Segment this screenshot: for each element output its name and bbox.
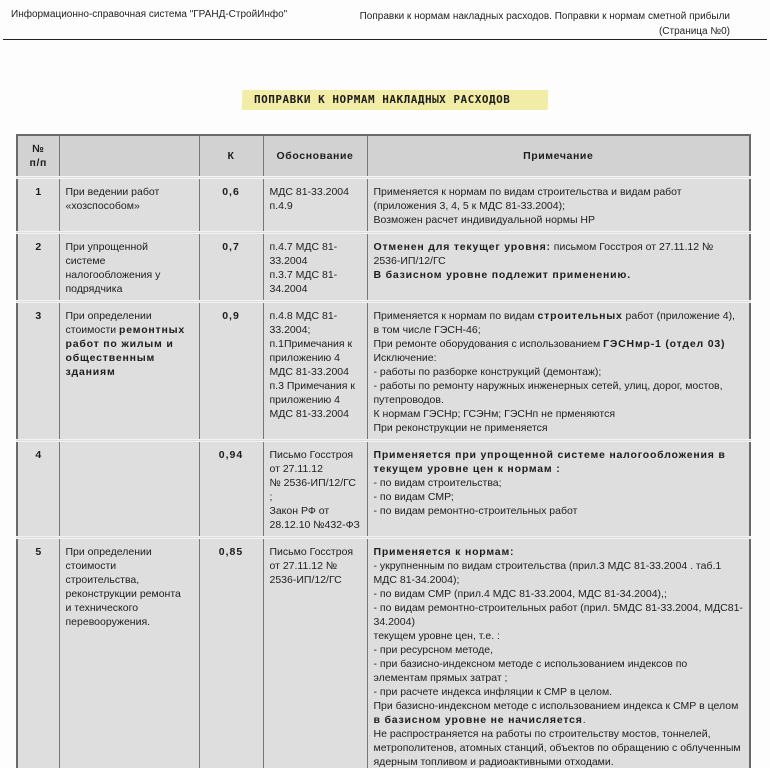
row-note: Применяется к нормам по видам строительства и видам работ (приложения 3, 4, 5 к МДС 81-33.2004); Возможен расчет индивидуальной нормы НР — [367, 177, 750, 232]
row-description: При упрощенной системе налогообложения у подрядчика — [59, 232, 199, 301]
row-coefficient: 0,7 — [199, 232, 263, 301]
col-header-k: К — [199, 135, 263, 177]
norms-table — [16, 134, 751, 768]
row-description — [59, 440, 199, 537]
col-header-note: Примечание — [367, 135, 750, 177]
row-basis: МДС 81-33.2004 п.4.9 — [263, 177, 367, 232]
table-row — [17, 177, 750, 232]
system-name: Информационно-справочная система "ГРАНД-СтройИнфо" — [11, 9, 288, 20]
row-number: 5 — [17, 537, 59, 768]
row-coefficient: 0,94 — [199, 440, 263, 537]
row-note: Отменен для текущег уровня: письмом Госстроя от 27.11.12 № 2536-ИП/12/ГС В базисном уровне подлежит применению. — [367, 232, 750, 301]
page-number: (Страница №0) — [658, 26, 730, 37]
row-note: Применяется к нормам по видам строительных работ (приложение 4), в том числе ГЭСН-46; При ремонте оборудования с использованием ГЭСНмр-1 (отдел 03) Исключение: - работы по разборке конструкций (демонтаж); - работы по ремонту наружных инженерных сетей, улиц, дорог, мостов, путепроводов. К нормам ГЭСНр; ГСЭНм; ГЭСНп не прменяются При реконструкции не применяется — [367, 301, 750, 440]
header-doc-title: Поправки к нормам накладных расходов. Поправки к нормам сметной прибыли — [359, 11, 730, 22]
document-title-header — [360, 9, 730, 39]
row-description: При определении стоимости ремонтных работ по жилым и общественным зданиям — [59, 301, 199, 440]
col-header-basis: Обоснование — [263, 135, 367, 177]
page-title: ПОПРАВКИ К НОРМАМ НАКЛАДНЫХ РАСХОДОВ — [254, 93, 511, 106]
table-row — [17, 301, 750, 440]
row-basis: Письмо Госстроя от 27.11.12 № 2536-ИП/12/ГС ; Закон РФ от 28.12.10 №432-ФЗ — [263, 440, 367, 537]
row-note: Применяется к нормам: - укрупненным по видам строительства (прил.3 МДС 81-33.2004 . таб.1 МДС 81-34.2004); - по видам СМР (прил.4 МДС 81-33.2004, МДС 81-34.2004),; - по видам ремонтно-строительных работ (прил. 5МДС 81-33.2004, МДС81-34.2004) текущем уровне цен, т.е. : - при ресурсном методе, - при базисно-индексном методе с использованием индексов по элементам прямых затрат ; - при расчете индекса инфляции к СМР в целом. При базисно-индексном методе с использованием индекса к СМР в целом в базисном уровне не начисляется. Не распространяется на работы по строительству мостов, тоннелей, метрополитенов, атомных станций, объектов по обращению с облученным ядерным топливом и радиоактивными отходами. — [367, 537, 750, 768]
row-basis: Письмо Госстроя от 27.11.12 № 2536-ИП/12/ГС — [263, 537, 367, 768]
row-coefficient: 0,6 — [199, 177, 263, 232]
row-description: При ведении работ «хозспособом» — [59, 177, 199, 232]
row-number: 4 — [17, 440, 59, 537]
row-number: 3 — [17, 301, 59, 440]
row-coefficient: 0,85 — [199, 537, 263, 768]
table-row — [17, 537, 750, 768]
table-header-row — [17, 135, 750, 177]
row-basis: п.4.7 МДС 81- 33.2004 п.3.7 МДС 81- 34.2004 — [263, 232, 367, 301]
row-note: Применяется при упрощенной системе налогообложения в текущем уровне цен к нормам : - по видам строительства; - по видам СМР; - по видам ремонтно-строительных работ — [367, 440, 750, 537]
col-header-desc — [59, 135, 199, 177]
col-header-num: № п/п — [17, 135, 59, 177]
row-number: 2 — [17, 232, 59, 301]
page-header — [0, 0, 770, 40]
row-description: При определении стоимости строительства, реконструкции ремонта и технического перевооружения. — [59, 537, 199, 768]
header-divider — [3, 39, 767, 40]
table-row — [17, 440, 750, 537]
row-number: 1 — [17, 177, 59, 232]
row-coefficient: 0,9 — [199, 301, 263, 440]
table-row — [17, 232, 750, 301]
row-basis: п.4.8 МДС 81- 33.2004; п.1Примечания к приложению 4 МДС 81-33.2004 п.3 Примечания к приложению 4 МДС 81-33.2004 — [263, 301, 367, 440]
